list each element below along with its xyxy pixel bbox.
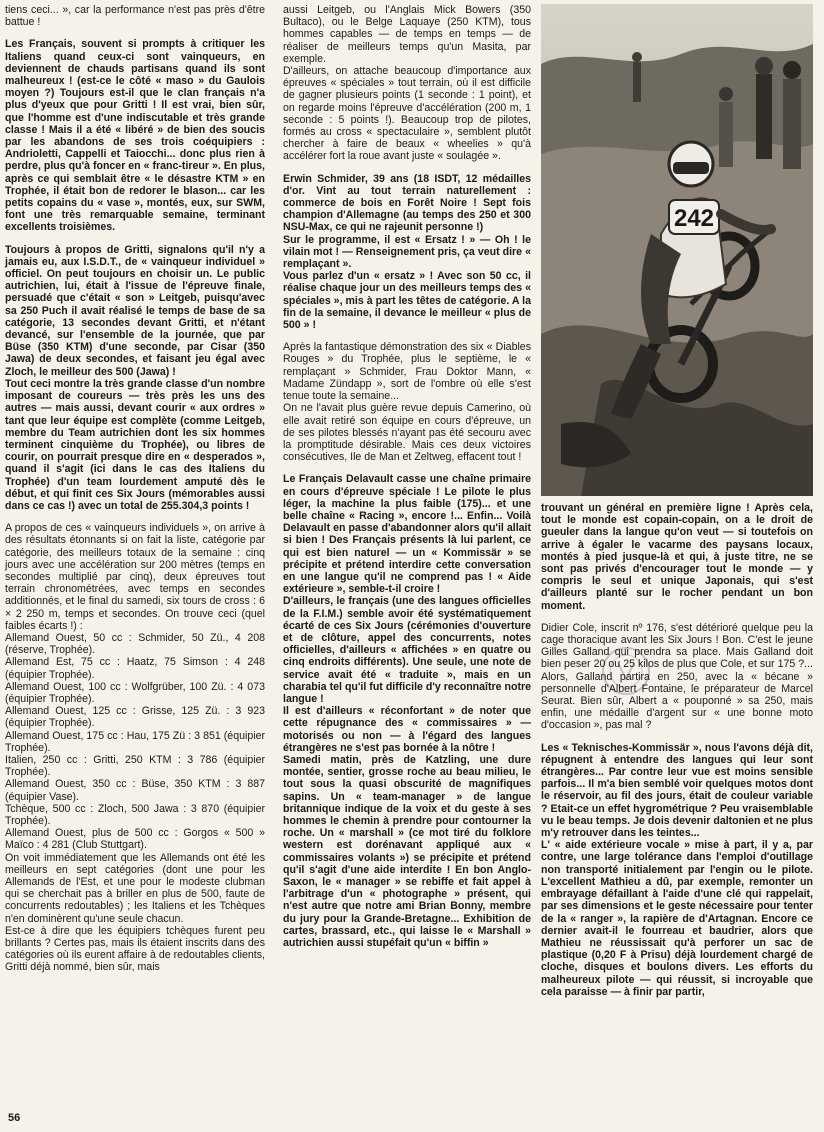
paragraph: A propos de ces « vainqueurs individuels », on arrive à des résultats étonnants si on fait la liste, catégorie par catégorie, des meilleurs totaux de la semaine : cinq jours avec une accélération sur 200 mètres (temps en secondes multiplié par cinq), deux épreuves tout terrain chronométrées, avec temps en secondes additionnés, et le final du samedi, six tours de cross : 6 × 2 250 m, temps et secondes. On trouve ceci (quel faibles écarts !) : <box>5 522 265 632</box>
paragraph: Sur le programme, il est « Ersatz ! » — Oh ! le vilain mot ! — Renseignement pris, ça veut dire « remplaçant ». <box>283 233 531 271</box>
paragraph: trouvant un général en première ligne ! Après cela, tout le monde est copain-copain, on a le droit de gueuler dans la langue qu'on veut — si toutefois on arrive à égaler le vacarme des paysans locaux, montés à pied jusque-là et qui, à juste titre, ne se sont pas privés d'encourager tout le monde — y compris le seul et unique Japonais, qui s'est d'ailleurs planté sur le rocher pendant un bon moment. <box>541 502 813 612</box>
rider-photo-illustration <box>541 4 813 496</box>
paragraph: Erwin Schmider, 39 ans (18 ISDT, 12 médailles d'or. Vint au tout terrain naturellement : commerce de bois en Forêt Noire ! Sept fois champion d'Allemagne (au temps des 250 et 300 NSU-Max, ce qui ne rajeunit personne !) <box>283 172 531 234</box>
column-3 <box>541 502 813 998</box>
result-item: Allemand Ouest, 350 cc : Büse, 350 KTM : 3 887 (équipier Vase). <box>5 778 265 803</box>
result-item: Allemand Est, 75 cc : Haatz, 75 Simson : 4 248 (équipier Trophée). <box>5 656 265 681</box>
paragraph: D'ailleurs, le français (une des langues officielles de la F.I.M.) semble avoir été systématiquement écarté de ces Six Jours (cérémonies d'ouverture et de clôture, appel des concurrents, notes officielles, d'ailleurs « affichées » en quatre ou cinq endroits différents). Une seule, une note de service avait été « traduite », mais en un charabia tel qu'il fut difficile d'y reconnaître notre langue ! <box>283 595 531 705</box>
paragraph: On voit immédiatement que les Allemands ont été les meilleurs en sept catégories (dont une pour les Allemands de l'Est, et une pour le modeste clubman qui se cherchait pas à briller en plus de 500, faute de concurrents redoutables) ; les Italiens et les Tchèques n'en dominèrent qu'une seule chacun. <box>5 851 265 925</box>
paragraph: On ne l'avait plus guère revue depuis Camerino, où elle avait retiré son équipe en cours d'épreuve, un de ses pilotes blessés n'ayant pas été secouru avec la promptitude désirable. Mais ces deux victoires consécutives, Ile de Man et Zeltweg, effacent tout ! <box>283 402 531 464</box>
paragraph: Toujours à propos de Gritti, signalons qu'il n'y a jamais eu, aux I.S.D.T., de « vainqueur individuel » officiel. On peut toujours en choisir un. Le public autrichien, lui, était à l'issue de l'épreuve finale, persuadé que c'était « son » Leitgeb, puisqu'avec sa 250 Puch il avait réalisé le temps de base de sa catégorie, 13 secondes devant Gritti, et n'étant devancé, sur l'ensemble de la journée, que par Büse (350 KTM) d'une seconde, par Cisar (350 Jawa) de deux secondes, et faisant jeu égal avec Zloch, le meilleur des 500 (Jawa) ! <box>5 243 265 378</box>
result-item: Allemand Ouest, 50 cc : Schmider, 50 Zü., 4 208 (réserve, Trophée). <box>5 631 265 657</box>
result-item: Allemand Ouest, plus de 500 cc : Gorgos « 500 » Maïco : 4 281 (Club Stuttgart). <box>5 827 265 852</box>
column-1 <box>5 4 265 984</box>
column-2 <box>283 4 531 949</box>
paragraph: Didier Cole, inscrit nº 176, s'est détérioré quelque peu la cage thoracique avant les Six Jours ! Bon. C'est le jeune Gilles Galland qui prendra sa place. Mais Galland doit bien peser 20 ou 25 kilos de plus que Cole, et sur 175 ?... Alors, Galland partira en 250, avec la « bécane » personnelle d'Albert Fontaine, le préparateur de Marcel Seurat. Bien sûr, Albert a « pouponné » sa 250, mais enfin, une médaille d'argent sur « une bonne moto d'occasion », pas mal ? <box>541 621 813 732</box>
results-list <box>5 632 265 852</box>
paragraph: Après la fantastique démonstration des six « Diables Rouges » du Trophée, plus le septième, le « remplaçant » Schmider, Frau Doktor Mann, « Madame Zündapp », sort de l'ombre où elle s'est tenue toute la semaine... <box>283 341 531 403</box>
result-item: Allemand Ouest, 175 cc : Hau, 175 Zü : 3 851 (équipier Trophée). <box>5 729 265 754</box>
result-item: Italien, 250 cc : Gritti, 250 KTM : 3 786 (équipier Trophée). <box>5 753 265 779</box>
paragraph: Les « Teknisches-Kommissär », nous l'avons déjà dit, répugnent à entendre des langues qui leur sont étrangères... Par contre leur vue est moins sensible parfois... Il m'a bien semblé voir quelques motos dont le réservoir, au fil des jours, était de couleur variable ? Etait-ce un effet hygrométrique ? Peu vraisemblable vu le beau temps. Je dois devenir daltonien et ne plus m'y retrouver dans les teintes... <box>541 741 813 840</box>
paragraph: Vous parlez d'un « ersatz » ! Avec son 50 cc, il réalise chaque jour un des meilleurs temps des « spéciales », mis à part les têtes de catégorie. A la fin de la semaine, il devance le meilleur « plus de 500 » ! <box>283 270 531 332</box>
paragraph: Le Français Delavault casse une chaîne primaire en cours d'épreuve spéciale ! Le pilote le plus léger, la machine la plus faible (175)... et une belle chaîne « Racing », encore !... Enfin... Voilà Delavault en passe d'abandonner alors qu'il allait si bien ! Des Français présents là lui parlent, ce qui est bien naturel — un « Kommissär » se précipite et prétend interdire cette conversation en une langue qu'il ne comprend pas ! « Aide extérieure », semble-t-il croire ! <box>283 473 531 596</box>
paragraph: L' « aide extérieure vocale » mise à part, il y a, par contre, une large tolérance dans l'emploi d'outillage non transporté initialement par l'engin ou le pilote. L'excellent Mathieu a dû, par exemple, remonter un embrayage défaillant à l'aide d'une clé qui rappelait, par ses dimensions et le geste nécessaire pour tenter de la « ranger », la rapière de d'Artagnan. Encore ce dernier avait-il le fourreau et baudrier, alors que Mathieu ne réussissait qu'à perforer un sac de plastique (0,20 F à Prisu) déjà lourdement chargé de cloche, disques et boulons divers. Les efforts du malheureux pilote — qui réussit, si incroyable que cela paraisse — à finir par partir, <box>541 839 813 998</box>
paragraph: Est-ce à dire que les équipiers tchèques furent peu brillants ? Certes pas, mais ils étaient inscrits dans des catégories où ils eurent affaire à de redoutables clients, Gritti déjà nommé, bien sûr, mais <box>5 924 265 974</box>
paragraph: Les Français, souvent si prompts à critiquer les Italiens quand ceux-ci sont vainqueurs, en deviennent de chauds partisans quand ils sont malheureux ! (est-ce le côté « maso » du Gaulois moyen ?) Toujours est-il que le clan français n'a plus d'yeux que pour Gritti ! Il est vrai, bien sûr, que l'homme est d'une indiscutable et très grande classe ! Mais il a été « libéré » de bien des soucis par les abandons de ses trois coéquipiers : Andrioletti, Cappelli et Taiocchi... donc plus rien à perdre, plus qu'à foncer en « franc-tireur ». En plus, après ce qui semblait être « le désastre KTM » en Trophée, il était bon de redorer le blason... car les petits copains du « vase », montés, eux, sur SWM, font une très remarquable semaine, terminant excellents troisièmes. <box>5 38 265 234</box>
paragraph: Il est d'ailleurs « réconfortant » de noter que cette répugnance des « commissaires » — motorisés ou non — à l'égard des langues étrangères ne s'est pas bornée à la nôtre ! <box>283 705 531 754</box>
paragraph: tiens ceci... », car la performance n'est pas près d'être battue ! <box>5 4 265 29</box>
paragraph: Tout ceci montre la très grande classe d'un nombre imposant de coureurs — très près les uns des autres — mais aussi, devant courir « aux ordres » tant que leur équipe est complète (comme Leitgeb, membre du Team autrichien dont les six hommes terminent cinquième du Trophée), ou libres de courir, on pourrait presque dire en « desperados », quand il s'agit (ici dans le cas des Italiens du Trophée) d'un team lourdement amputé dès le début, et qui finit ces Six Jours (mémorables aussi dans ce cas !) avec un total de 255.304,3 points ! <box>5 377 265 512</box>
result-item: Tchèque, 500 cc : Zloch, 500 Jawa : 3 870 (équipier Trophée). <box>5 802 265 827</box>
paragraph: Samedi matin, près de Katzling, une dure montée, sentier, grosse roche au beau milieu, le tout sous la quasi obscurité de magnifiques sapins. Un « team-manager » de langue britannique indique de la voix et du geste à ses hommes le chemin à prendre pour contourner la roche. Un « marshall » (ce mot tiré du folklore western est dorénavant appliqué aux « commissaires volants ») se précipite et prétend qu'il s'agit d'une aide interdite ! En bon Anglo-Saxon, le « manager » se rebiffe et fait appel à l'arbitrage d'un « photographe » présent, qui n'est autre que notre ami Brian Bonny, membre du jury pour la Grande-Bretagne... Exhibition de cartes, brassard, etc., qui laisse le « Marshall » autrichien aussi stupéfait qu'un « biffin » <box>283 753 531 950</box>
motocross-photo <box>541 4 813 496</box>
number-plate: 242 <box>673 205 715 232</box>
result-item: Allemand Ouest, 125 cc : Grisse, 125 Zü. : 3 923 (équipier Trophée). <box>5 705 265 730</box>
paragraph: aussi Leitgeb, ou l'Anglais Mick Bowers (350 Bultaco), ou le Belge Laquaye (250 KTM), tous hommes capables — de temps en temps — de réaliser de meilleurs temps qu'un Masita, par exemple. <box>283 4 531 65</box>
paragraph: D'ailleurs, on attache beaucoup d'importance aux épreuves « spéciales » tout terrain, où il est difficile de gagner plusieurs points (1 seconde : 1 point), et on regarde moins l'épreuve d'accélération (200 m, 1 seconde : 5 points !). Beaucoup trop de pilotes, formés au cross « spectaculaire », semblent plutôt chercher à faire de beaux « wheelies » qu'à accélérer fort la roue avant juste « soulagée ». <box>283 65 531 163</box>
result-item: Allemand Ouest, 100 cc : Wolfgrüber, 100 Zü. : 4 073 (équipier Trophée). <box>5 680 265 705</box>
page-number: 56 <box>8 1112 21 1124</box>
